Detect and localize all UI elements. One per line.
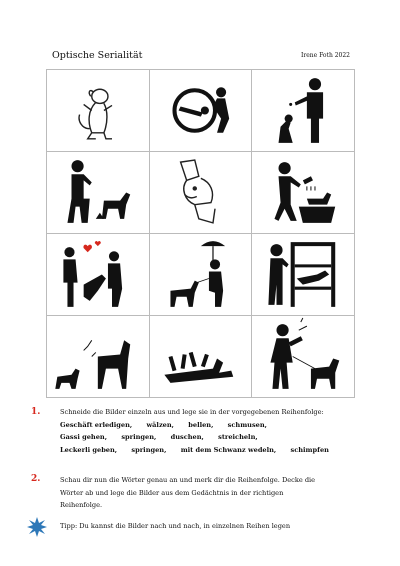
word: schmusen, — [227, 420, 267, 429]
couple-cuddling-dog-icon — [47, 234, 149, 315]
word: wälzen, — [146, 420, 174, 429]
card-4 — [47, 152, 150, 234]
task-1-text: Schneide die Bilder einzeln aus und lege sie in der vorgegebenen Reihenfolge: Geschäft erledigen, wälzen, bellen, schmusen, Gassi gehen, springen, duschen, streicheln, Leckerli geben, springen, mit dem Schwanz wedeln, schimpfen — [60, 406, 341, 456]
dog-pooping-with-owner-icon — [47, 152, 149, 233]
dog-head-outline-icon — [150, 152, 252, 233]
card-3 — [252, 70, 355, 152]
word: schimpfen — [290, 445, 329, 454]
card-12 — [252, 316, 355, 398]
word: springen, — [121, 433, 157, 441]
word-line-1 — [60, 419, 341, 432]
task-2-text: Schau dir nun die Wörter genau an und merk dir die Reihenfolge. Decke die Wörter ab und lege die Bilder aus dem Gedächtnis in der richtigen Reihenfolge. — [60, 476, 316, 509]
card-1 — [47, 70, 150, 152]
walking-dog-with-umbrella-icon — [150, 234, 252, 315]
dog-being-showered-icon — [252, 152, 354, 233]
tip-text: Tipp: Du kannst die Bilder nach und nach, in einzelnen Reihen legen — [60, 522, 291, 530]
card-8 — [150, 234, 253, 316]
tip-star-icon — [27, 517, 47, 537]
card-5 — [150, 152, 253, 234]
word: springen, — [131, 445, 167, 454]
person-giving-treat-icon — [252, 70, 354, 151]
card-11 — [150, 316, 253, 398]
word: mit dem Schwanz wedeln, — [180, 445, 277, 454]
card-10 — [47, 316, 150, 398]
word: Geschäft erledigen, — [60, 420, 133, 429]
word: Gassi gehen, — [60, 433, 108, 441]
dog-jumping-over-fence-icon — [252, 234, 354, 315]
word: duschen, — [170, 433, 204, 441]
task-number-1: 1. — [31, 407, 41, 417]
person-scolding-dog-icon — [252, 316, 354, 397]
word-line-3 — [60, 444, 341, 457]
card-2 — [150, 70, 253, 152]
dog-barking-at-dog-icon — [47, 316, 149, 397]
card-9 — [252, 234, 355, 316]
word: Leckerli geben, — [60, 445, 118, 454]
card-7 — [47, 234, 150, 316]
dog-jumping-through-hoop-icon — [150, 70, 252, 151]
author-note: Irene Foth 2022 — [300, 52, 350, 59]
word: bellen, — [188, 420, 214, 429]
page-title: Optische Serialität — [52, 50, 143, 61]
word-line-2 — [60, 431, 341, 444]
task-number-2: 2. — [31, 474, 41, 484]
picture-grid — [46, 69, 355, 398]
word: streicheln, — [218, 433, 258, 441]
card-6 — [252, 152, 355, 234]
dog-begging-outline-icon — [47, 70, 149, 151]
dog-rolling-on-back-icon — [150, 316, 252, 397]
